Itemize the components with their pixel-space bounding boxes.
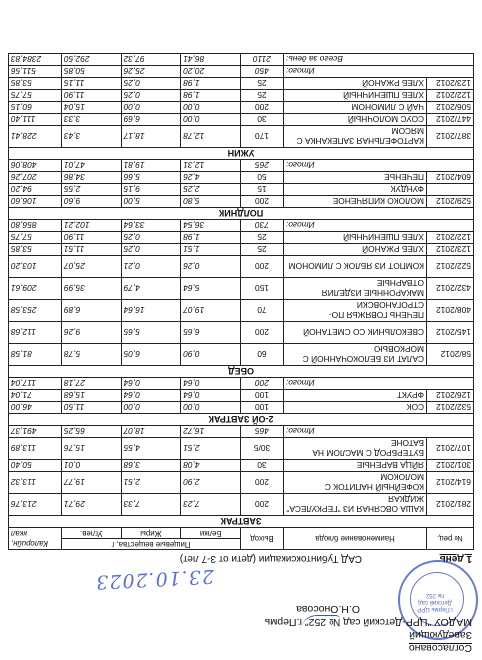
- section-total-fat: 19,81: [121, 160, 181, 172]
- dish-fat: 4,79: [121, 278, 181, 300]
- dish-carbs: 2,55: [62, 184, 122, 196]
- section-total-yield: 265: [241, 160, 284, 172]
- dish-fat: 5,00: [121, 196, 181, 208]
- col-kcal: Калорийн, ккал: [9, 528, 62, 550]
- table-row: [9, 114, 474, 126]
- dish-carbs: 19,77: [62, 472, 122, 494]
- section-total-row: [9, 220, 474, 232]
- menu-table: [8, 53, 474, 550]
- dish-kcal: 57,75: [9, 232, 62, 244]
- dish-kcal: 46,00: [9, 402, 62, 414]
- dish-carbs: 9,26: [62, 322, 122, 344]
- section-total-protein: 16,72: [181, 426, 241, 438]
- dish-carbs: 3,43: [62, 126, 122, 148]
- table-row: [9, 102, 474, 114]
- recipe-number: 58/2012: [427, 344, 474, 366]
- dish-yield: 200: [241, 322, 284, 344]
- section-total-row: [9, 378, 474, 390]
- recipe-number: 122/2012: [427, 90, 474, 102]
- dish-name: ЯЙЦА ВАРЕНЫЕ: [284, 460, 427, 472]
- section-total-protein: 12,31: [181, 160, 241, 172]
- section-title: ПОЛДНИК: [9, 208, 474, 220]
- dish-yield: 25: [241, 232, 284, 244]
- section-title: УЖИН: [9, 148, 474, 160]
- recipe-number: 506/2012: [427, 102, 474, 114]
- dish-protein: 12,78: [181, 126, 241, 148]
- dish-carbs: 15,68: [62, 390, 122, 402]
- section-total-kcal: 511,56: [9, 66, 62, 78]
- dish-protein: 1,98: [181, 232, 241, 244]
- dish-name: ЧАЙ С ЛИМОНОМ: [284, 102, 427, 114]
- section-header-row: [9, 516, 474, 528]
- dish-yield: 170: [241, 126, 284, 148]
- dish-protein: 0,64: [181, 390, 241, 402]
- dish-name: КАРТОФЕЛЬНАЯ ЗАПЕКАНКА С МЯСОМ: [284, 126, 427, 148]
- section-total-label: Итого:: [284, 426, 474, 438]
- section-total-label: Итого:: [284, 220, 474, 232]
- dish-carbs: 11,50: [62, 402, 122, 414]
- grand-total-kcal: 2384,83: [9, 54, 62, 66]
- dish-kcal: 253,58: [9, 300, 62, 322]
- dish-fat: 9,15: [121, 184, 181, 196]
- recipe-number: 614/2012: [427, 472, 474, 494]
- table-row: [9, 172, 474, 184]
- table-row: [9, 126, 474, 148]
- dish-yield: 30: [241, 114, 284, 126]
- recipe-number: 122/2012: [427, 232, 474, 244]
- section-total-yield: 465: [241, 426, 284, 438]
- dish-kcal: 207,26: [9, 172, 62, 184]
- dish-protein: 7,23: [181, 494, 241, 516]
- dish-kcal: 71,04: [9, 390, 62, 402]
- dish-fat: 0,25: [121, 232, 181, 244]
- col-yield: Выход: [241, 528, 284, 550]
- section-total-carbs: 50,85: [62, 66, 122, 78]
- grand-total-fat: 97,32: [121, 54, 181, 66]
- section-total-kcal: 117,04: [9, 378, 62, 390]
- dish-carbs: 25,07: [62, 256, 122, 278]
- dish-yield: 200: [241, 196, 284, 208]
- table-row: [9, 196, 474, 208]
- approval-organization: МАДОУ "ЦРР-Детский сад № 252" г.Пермь: [264, 616, 472, 628]
- dish-protein: 1,98: [181, 90, 241, 102]
- dish-name: КОФЕЙНЫЙ НАПИТОК С МОЛОКОМ: [284, 472, 427, 494]
- section-header-row: [9, 148, 474, 160]
- table-row: [9, 344, 474, 366]
- table-header-row: [9, 539, 474, 550]
- section-total-protein: 36,54: [181, 220, 241, 232]
- table-row: [9, 494, 474, 516]
- dish-carbs: 3,33: [62, 114, 122, 126]
- dish-yield: 15: [241, 184, 284, 196]
- dish-fat: 0,25: [121, 244, 181, 256]
- dish-name: БУТЕРБРОД С МАСЛОМ НА БАТОНЕ: [284, 438, 427, 460]
- dish-protein: 0,90: [181, 344, 241, 366]
- dish-name: ХЛЕБ ПШЕНИЧНЫЙ: [284, 232, 427, 244]
- dish-yield: 100: [241, 390, 284, 402]
- approval-position: Заведующий: [409, 629, 472, 641]
- dish-kcal: 106,60: [9, 196, 62, 208]
- section-total-carbs: 27,18: [62, 378, 122, 390]
- dish-yield: 50: [241, 172, 284, 184]
- dish-protein: 0,00: [181, 402, 241, 414]
- recipe-number: 387/2012: [427, 126, 474, 148]
- section-total-row: [9, 426, 474, 438]
- recipe-number: 604/2012: [427, 172, 474, 184]
- table-row: [9, 184, 474, 196]
- dish-fat: 2,51: [121, 472, 181, 494]
- recipe-number: 123/2012: [427, 244, 474, 256]
- recipe-number: 408/2012: [427, 300, 474, 322]
- dish-name: ПЕЧЕНЬЕ: [284, 172, 427, 184]
- section-total-yield: 730: [241, 220, 284, 232]
- section-total-kcal: 491,37: [9, 426, 62, 438]
- dish-carbs: 6,89: [62, 300, 122, 322]
- recipe-number: 281/2012: [427, 494, 474, 516]
- dish-fat: 0,00: [121, 402, 181, 414]
- section-total-kcal: 856,80: [9, 220, 62, 232]
- dish-carbs: 9,60: [62, 196, 122, 208]
- table-row: [9, 90, 474, 102]
- dish-yield: 200: [241, 494, 284, 516]
- section-total-yield: 450: [241, 66, 284, 78]
- handwritten-date: 23.10.2023: [94, 564, 215, 594]
- dish-name: САЛАТ ИЗ БЕЛОКОЧАННОЙ С МОРКОВЬЮ: [284, 344, 427, 366]
- section-total-label: Итого:: [284, 160, 474, 172]
- dish-yield: 150: [241, 278, 284, 300]
- recipe-number: 123/2012: [427, 78, 474, 90]
- dish-kcal: 53,85: [9, 244, 62, 256]
- col-fat: Жиры: [121, 528, 181, 539]
- recipe-number: [427, 184, 474, 196]
- dish-name: ХЛЕБ РЖАНОЙ: [284, 78, 427, 90]
- grand-total-protein: 86,41: [181, 54, 241, 66]
- section-total-yield: 200: [241, 378, 284, 390]
- col-dish: Наименование блюда: [284, 528, 427, 550]
- table-row: [9, 390, 474, 402]
- document-header: [0, 548, 482, 660]
- section-header-row: [9, 366, 474, 378]
- recipe-number: 529/2012: [427, 196, 474, 208]
- dish-name: МОЛОКО КИПЯЧЕНОЕ: [284, 196, 427, 208]
- section-total-protein: 0,64: [181, 378, 241, 390]
- dish-protein: 0,00: [181, 102, 241, 114]
- table-row: [9, 438, 474, 460]
- section-total-protein: 20,20: [181, 66, 241, 78]
- dish-carbs: 35,99: [62, 278, 122, 300]
- table-row: [9, 232, 474, 244]
- dish-kcal: 57,75: [9, 90, 62, 102]
- dish-yield: 70: [241, 300, 284, 322]
- table-row: [9, 256, 474, 278]
- recipe-number: 522/2012: [427, 256, 474, 278]
- table-row: [9, 472, 474, 494]
- dish-protein: 2,25: [181, 184, 241, 196]
- recipe-number: 145/2012: [427, 322, 474, 344]
- dish-kcal: 113,32: [9, 472, 62, 494]
- dish-yield: 25: [241, 244, 284, 256]
- col-protein: Белки: [181, 528, 241, 539]
- dish-name: СОК: [284, 402, 427, 414]
- section-total-carbs: 47,01: [62, 160, 122, 172]
- section-total-carbs: 102,21: [62, 220, 122, 232]
- dish-fat: 5,65: [121, 322, 181, 344]
- table-row: [9, 402, 474, 414]
- dish-fat: 0,00: [121, 102, 181, 114]
- section-total-label: Итого:: [284, 66, 474, 78]
- dish-carbs: 0,01: [62, 460, 122, 472]
- dish-yield: 100: [241, 402, 284, 414]
- dish-protein: 0,00: [181, 114, 241, 126]
- grand-total-yield: 2110: [241, 54, 284, 66]
- section-title: ОБЕД: [9, 366, 474, 378]
- dish-fat: 16,64: [121, 300, 181, 322]
- table-row: [9, 278, 474, 300]
- table-row: [9, 244, 474, 256]
- section-title: ЗАВТРАК: [9, 516, 474, 528]
- approval-signer: О.Н.Оносова: [296, 603, 360, 615]
- recipe-number: 107/2012: [427, 438, 474, 460]
- dish-name: МАКАРОННЫЕ ИЗДЕЛИЯ ОТВАРНЫЕ: [284, 278, 427, 300]
- grand-total-row: [9, 54, 474, 66]
- recipe-number: 432/2012: [427, 278, 474, 300]
- dish-name: ФУНДУК: [284, 184, 427, 196]
- dish-carbs: 11,90: [62, 232, 122, 244]
- dish-name: ХЛЕБ РЖАНОЙ: [284, 244, 427, 256]
- dish-fat: 4,55: [121, 438, 181, 460]
- table-row: [9, 78, 474, 90]
- dish-carbs: 11,90: [62, 90, 122, 102]
- dish-protein: 5,80: [181, 196, 241, 208]
- dish-yield: 25: [241, 90, 284, 102]
- dish-name: ПЕЧЕНЬ ГОВЯЖЬЯ ПО-СТРОГАНОВСКИ: [284, 300, 427, 322]
- menu-title: САД Тубинтоксикации (дети от 3-7 лет): [179, 553, 362, 564]
- dish-yield: 30: [241, 460, 284, 472]
- section-total-label: Итого:: [284, 378, 474, 390]
- table-row: [9, 460, 474, 472]
- signature: [300, 615, 340, 632]
- dish-kcal: 111,40: [9, 114, 62, 126]
- dish-fat: 5,66: [121, 172, 181, 184]
- dish-yield: 200: [241, 102, 284, 114]
- col-nutrients: Пищевые вещества, г: [62, 539, 241, 550]
- dish-name: СОУС МОЛОЧНЫЙ: [284, 114, 427, 126]
- dish-name: ФРУКТ: [284, 390, 427, 402]
- recipe-number: 301/2012: [427, 460, 474, 472]
- stamp-text: г.Пермь ЦРР Детский сад № 252: [417, 592, 453, 612]
- dish-kcal: 60,15: [9, 102, 62, 114]
- dish-kcal: 112,68: [9, 322, 62, 344]
- dish-carbs: 11,51: [62, 244, 122, 256]
- dish-name: СВЕКОЛЬНИК СО СМЕТАНОЙ: [284, 322, 427, 344]
- grand-total-label: Всего за день:: [284, 54, 474, 66]
- section-total-row: [9, 66, 474, 78]
- dish-yield: 200: [241, 256, 284, 278]
- section-header-row: [9, 414, 474, 426]
- dish-carbs: 15,04: [62, 102, 122, 114]
- section-header-row: [9, 208, 474, 220]
- dish-kcal: 113,89: [9, 438, 62, 460]
- col-recipe-no: № рец.: [427, 528, 474, 550]
- dish-fat: 6,69: [121, 114, 181, 126]
- section-total-fat: 0,64: [121, 378, 181, 390]
- approval-heading: Согласовано: [408, 642, 472, 654]
- dish-protein: 4,08: [181, 460, 241, 472]
- dish-protein: 6,65: [181, 322, 241, 344]
- dish-name: КАША ОВСЯНАЯ ИЗ "ГЕРКУЛЕСА" ЖИДКАЯ: [284, 494, 427, 516]
- dish-carbs: 11,15: [62, 78, 122, 90]
- section-total-fat: 25,26: [121, 66, 181, 78]
- dish-kcal: 81,58: [9, 344, 62, 366]
- dish-carbs: 5,78: [62, 344, 122, 366]
- dish-fat: 0,64: [121, 390, 181, 402]
- dish-kcal: 94,20: [9, 184, 62, 196]
- dish-kcal: 213,76: [9, 494, 62, 516]
- dish-protein: 19,07: [181, 300, 241, 322]
- dish-yield: 25: [241, 78, 284, 90]
- dish-protein: 1,51: [181, 244, 241, 256]
- dish-protein: 0,26: [181, 256, 241, 278]
- recipe-number: 447/2012: [427, 114, 474, 126]
- table-row: [9, 322, 474, 344]
- dish-fat: 0,25: [121, 90, 181, 102]
- dish-fat: 18,17: [121, 126, 181, 148]
- section-total-fat: 18,07: [121, 426, 181, 438]
- recipe-number: 532/2012: [427, 402, 474, 414]
- section-total-row: [9, 160, 474, 172]
- dish-yield: 200: [241, 472, 284, 494]
- dish-carbs: 15,76: [62, 438, 122, 460]
- dish-protein: 1,98: [181, 78, 241, 90]
- dish-fat: 0,25: [121, 78, 181, 90]
- dish-yield: 30/5: [241, 438, 284, 460]
- dish-fat: 6,05: [121, 344, 181, 366]
- dish-kcal: 50,40: [9, 460, 62, 472]
- recipe-number: 126/2012: [427, 390, 474, 402]
- dish-fat: 3,68: [121, 460, 181, 472]
- dish-fat: 0,21: [121, 256, 181, 278]
- menu-day: 1 день: [439, 553, 472, 564]
- dish-protein: 5,64: [181, 278, 241, 300]
- dish-carbs: 34,86: [62, 172, 122, 184]
- dish-protein: 2,90: [181, 472, 241, 494]
- dish-fat: 7,33: [121, 494, 181, 516]
- dish-protein: 2,51: [181, 438, 241, 460]
- dish-protein: 4,26: [181, 172, 241, 184]
- dish-yield: 60: [241, 344, 284, 366]
- dish-kcal: 53,85: [9, 78, 62, 90]
- grand-total-carbs: 292,50: [62, 54, 122, 66]
- section-total-fat: 33,64: [121, 220, 181, 232]
- col-carbs: Углев.: [62, 528, 122, 539]
- dish-name: КОМПОТ ИЗ ЯБЛОК С ЛИМОНОМ: [284, 256, 427, 278]
- table-row: [9, 300, 474, 322]
- section-total-carbs: 65,25: [62, 426, 122, 438]
- section-title: 2-ОЙ ЗАВТРАК: [9, 414, 474, 426]
- dish-kcal: 103,20: [9, 256, 62, 278]
- menu-body: [9, 66, 474, 528]
- dish-kcal: 228,41: [9, 126, 62, 148]
- dish-name: ХЛЕБ ПШЕНИЧНЫЙ: [284, 90, 427, 102]
- dish-kcal: 209,61: [9, 278, 62, 300]
- dish-carbs: 29,71: [62, 494, 122, 516]
- section-total-kcal: 408,06: [9, 160, 62, 172]
